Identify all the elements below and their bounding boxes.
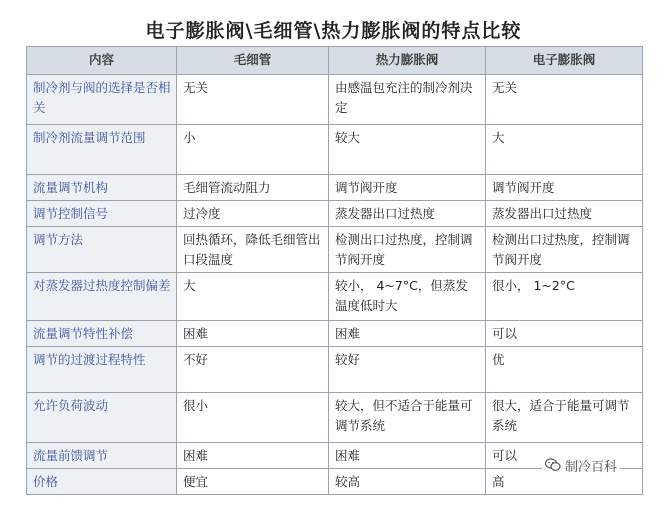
table-row xyxy=(27,125,643,175)
row-label: 流量调节特性补偿 xyxy=(27,321,177,347)
table-header-row xyxy=(27,47,643,75)
electronic-valve-cell: 可以 xyxy=(486,321,643,347)
table-row xyxy=(27,273,643,321)
thermal-valve-cell: 较大，但不适合于能量可调节系统 xyxy=(329,393,486,443)
thermal-valve-cell: 蒸发器出口过热度 xyxy=(329,201,486,227)
capillary-cell: 不好 xyxy=(177,347,329,393)
electronic-valve-cell: 很小， 1~2°C xyxy=(486,273,643,321)
row-label: 调节方法 xyxy=(27,227,177,273)
electronic-valve-cell: 很大，适合于能量可调节系统 xyxy=(486,393,643,443)
header-thermal-valve: 热力膨胀阀 xyxy=(329,47,486,75)
row-label: 流量前馈调节 xyxy=(27,443,177,469)
header-capillary: 毛细管 xyxy=(177,47,329,75)
table-row xyxy=(27,393,643,443)
header-content: 内容 xyxy=(27,47,177,75)
capillary-cell: 很小 xyxy=(177,393,329,443)
electronic-valve-cell: 高 xyxy=(486,469,643,495)
thermal-valve-cell: 较高 xyxy=(329,469,486,495)
capillary-cell: 回热循环，降低毛细管出口段温度 xyxy=(177,227,329,273)
row-label: 制冷剂与阀的选择是否相关 xyxy=(27,75,177,125)
electronic-valve-cell: 无关 xyxy=(486,75,643,125)
page-title: 电子膨胀阀\毛细管\热力膨胀阀的特点比较 xyxy=(145,20,522,42)
row-label: 制冷剂流量调节范围 xyxy=(27,125,177,175)
thermal-valve-cell: 较大 xyxy=(329,125,486,175)
comparison-table xyxy=(26,46,643,495)
table-row xyxy=(27,75,643,125)
capillary-cell: 大 xyxy=(177,273,329,321)
capillary-cell: 便宜 xyxy=(177,469,329,495)
thermal-valve-cell: 较小， 4~7°C，但蒸发温度低时大 xyxy=(329,273,486,321)
electronic-valve-cell: 可以 xyxy=(486,443,643,469)
electronic-valve-cell: 蒸发器出口过热度 xyxy=(486,201,643,227)
row-label: 流量调节机构 xyxy=(27,175,177,201)
table-row xyxy=(27,201,643,227)
header-electronic-valve: 电子膨胀阀 xyxy=(486,47,643,75)
row-label: 调节的过渡过程特性 xyxy=(27,347,177,393)
table-row xyxy=(27,175,643,201)
row-label: 调节控制信号 xyxy=(27,201,177,227)
electronic-valve-cell: 检测出口过热度，控制调节阀开度 xyxy=(486,227,643,273)
table-row xyxy=(27,227,643,273)
row-label: 允许负荷波动 xyxy=(27,393,177,443)
capillary-cell: 困难 xyxy=(177,321,329,347)
wechat-icon xyxy=(545,458,561,472)
thermal-valve-cell: 困难 xyxy=(329,443,486,469)
capillary-cell: 过冷度 xyxy=(177,201,329,227)
thermal-valve-cell: 检测出口过热度，控制调节阀开度 xyxy=(329,227,486,273)
electronic-valve-cell: 大 xyxy=(486,125,643,175)
thermal-valve-cell: 困难 xyxy=(329,321,486,347)
watermark-text: 制冷百科 xyxy=(565,459,618,475)
table-row xyxy=(27,321,643,347)
capillary-cell: 毛细管流动阻力 xyxy=(177,175,329,201)
table-row xyxy=(27,347,643,393)
row-label: 对蒸发器过热度控制偏差 xyxy=(27,273,177,321)
watermark xyxy=(542,456,620,474)
thermal-valve-cell: 调节阀开度 xyxy=(329,175,486,201)
thermal-valve-cell: 由感温包充注的制冷剂决定 xyxy=(329,75,486,125)
capillary-cell: 困难 xyxy=(177,443,329,469)
electronic-valve-cell: 优 xyxy=(486,347,643,393)
thermal-valve-cell: 较好 xyxy=(329,347,486,393)
capillary-cell: 小 xyxy=(177,125,329,175)
electronic-valve-cell: 调节阀开度 xyxy=(486,175,643,201)
row-label: 价格 xyxy=(27,469,177,495)
capillary-cell: 无关 xyxy=(177,75,329,125)
